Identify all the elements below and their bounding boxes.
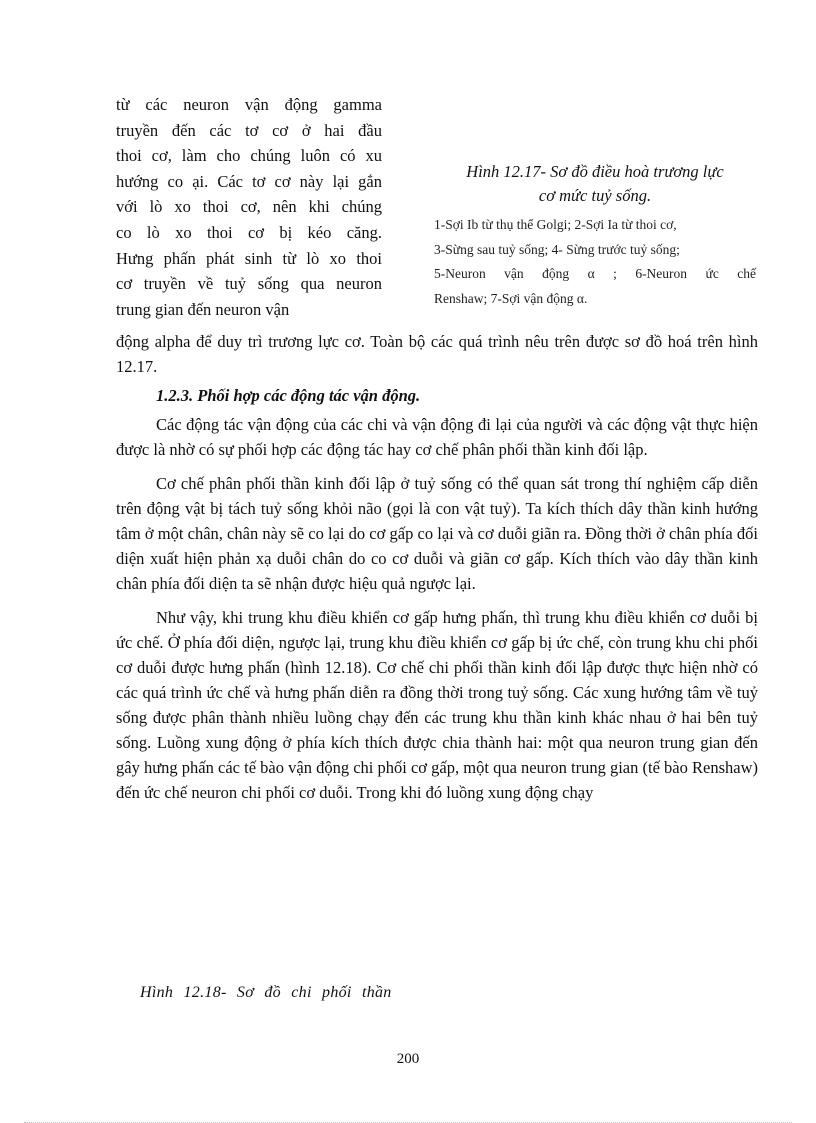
paragraph: Như vậy, khi trung khu điều khiển cơ gấp hưng phấn, thì trung khu điều khiển cơ duỗi bị ức chế. Ở phía đối diện, ngược lại, trung khu điều khiển cơ gấp bị ức chế, còn trung khu chi phối cơ duỗi được hưng phấn (hình 12.18). Cơ chế chi phối thần kinh đối lập được thực hiện nhờ có các quá trình ức chế và hưng phấn diễn ra đồng thời trong tuỷ sống. Các xung hướng tâm về tuỷ sống được phân thành nhiều luồng chạy đến các trung khu thần kinh khác nhau ở hai bên tuỷ sống. Luồng xung động ở phía kích thích được chia thành hai: một qua neuron trung gian đến gây hưng phấn các tế bào vận động chi phối cơ gấp, một qua neuron trung gian (tế bào Renshaw) đến ức chế neuron chi phối cơ duỗi. Trong khi đó luồng xung động chạy — [116, 608, 758, 802]
legend-line: Renshaw; 7-Sợi vận động α. — [434, 290, 588, 306]
section-heading: 1.2.3. Phối hợp các động tác vận động. — [156, 386, 421, 405]
text-line: co lò xo thoi cơ bị kéo căng. — [116, 222, 382, 242]
paragraph: Các động tác vận động của các chi và vận động đi lại của người và các động vật thực hiện được là nhờ có sự phối hợp các động tác hay cơ chế phân phối thần kinh đối lập. — [116, 415, 758, 459]
legend-line: 3-Sừng sau tuỷ sống; 4- Sừng trước tuỷ sống; — [434, 241, 680, 257]
caption-line: Hình 12.17- Sơ đồ điều hoà trương lực — [466, 162, 724, 181]
figure-12-17-legend — [434, 213, 756, 311]
figure-12-17-caption — [434, 160, 756, 208]
body-text — [116, 329, 758, 805]
continuation-paragraph: động alpha để duy trì trương lực cơ. Toàn bộ các quá trình nêu trên được sơ đồ hoá trên hình 12.17. — [116, 332, 758, 376]
text-line: với lò xo thoi cơ, nên khi chúng — [116, 197, 382, 217]
left-column-text — [116, 92, 382, 322]
legend-line: 5-Neuron vận động α ; 6-Neuron ức chế — [434, 266, 756, 281]
text-line: trung gian đến neuron vận — [116, 299, 290, 319]
text-line: hướng co ại. Các tơ cơ này lại gắn — [116, 171, 382, 191]
text-line: cơ truyền về tuỷ sống qua neuron — [116, 274, 382, 294]
text-line: thoi cơ, làm cho chúng luôn có xu — [116, 146, 382, 166]
page-number: 200 — [396, 1051, 420, 1067]
paragraph: Cơ chế phân phối thần kinh đối lập ở tuỷ sống có thể quan sát trong thí nghiệm cấp diễn trên động vật bị tách tuỷ sống khỏi não (gọi là con vật tuỷ). Ta kích thích dây thần kinh hướng tâm ở một chân, chân này sẽ co lại do cơ gấp co lại và cơ duỗi giãn ra. Đồng thời ở chân phía đối diện xuất hiện phản xạ duỗi chân do co cơ duỗi và giãn cơ gấp. Kích thích vào dây thần kinh chân phía đối diện ta sẽ nhận được hiệu quả ngược lại. — [116, 474, 758, 593]
text-line: từ các neuron vận động gamma — [116, 95, 382, 114]
text-line: truyền đến các tơ cơ ở hai đầu — [116, 120, 382, 140]
caption-line: cơ mức tuỷ sống. — [538, 186, 652, 205]
legend-line: 1-Sợi Ib từ thụ thể Golgi; 2-Sợi Ia từ thoi cơ, — [434, 217, 677, 232]
figure-12-18-caption: Hình 12.18- Sơ đồ chi phối thần — [140, 984, 392, 1001]
text-line: Hưng phấn phát sinh từ lò xo thoi — [116, 248, 382, 268]
